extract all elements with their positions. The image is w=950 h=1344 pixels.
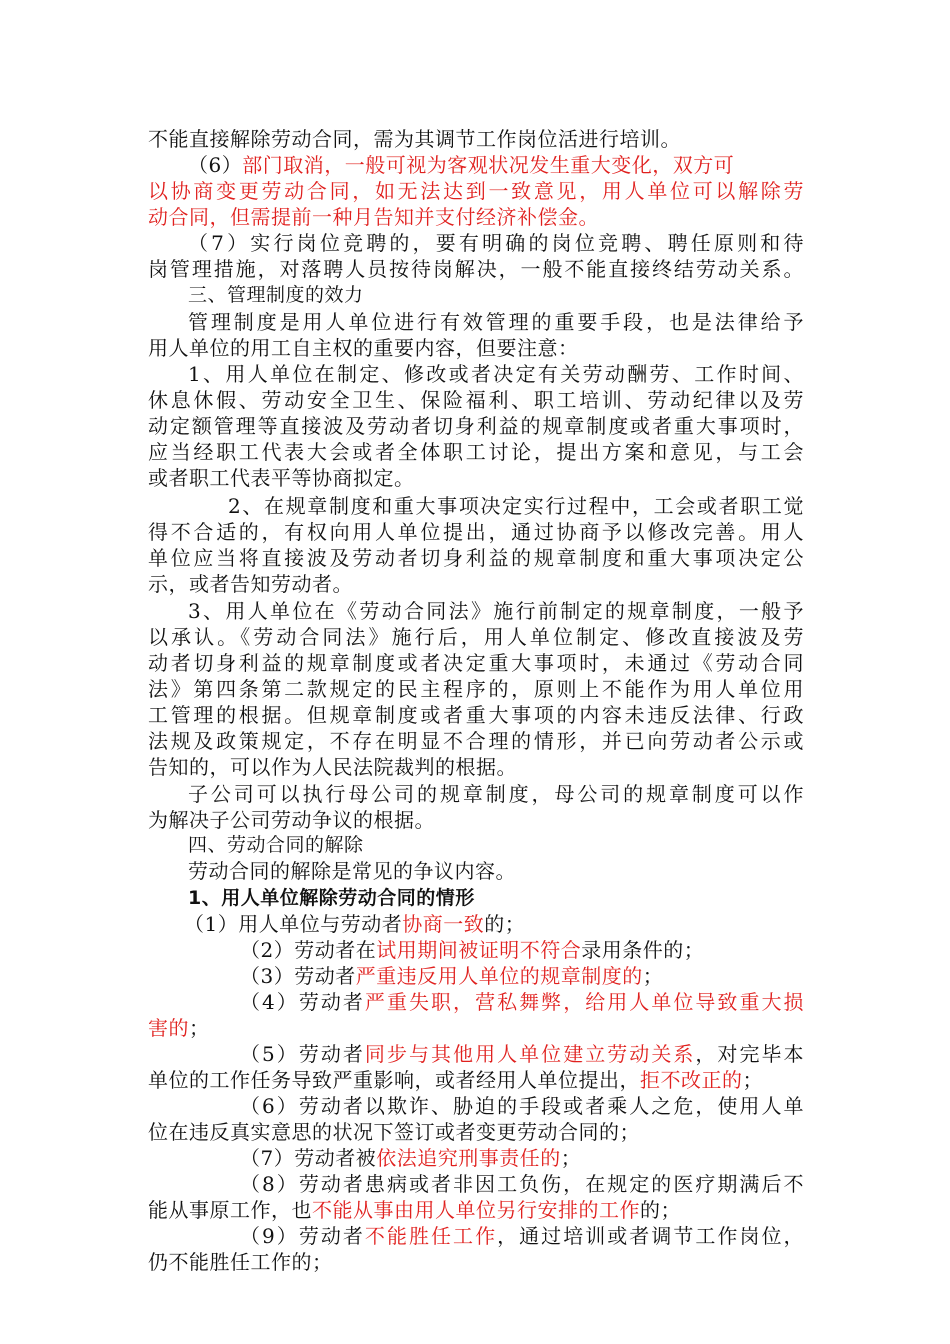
text-line [148, 807, 435, 833]
text-line [148, 624, 804, 650]
text-segment: 用人单位的用工自主权的重要内容，但要注意： [148, 336, 579, 360]
text-segment: 1、用人单位在制定、修改或者决定有关劳动酬劳、工作时间、 [188, 362, 804, 386]
text-line [148, 754, 517, 780]
text-segment: （9）劳动者 [240, 1224, 365, 1248]
text-segment: ； [742, 1068, 763, 1092]
text-segment: 劳动合同的解除是常见的争议内容。 [188, 859, 516, 883]
text-segment: 或者职工代表平等协商拟定。 [148, 466, 415, 490]
text-line [148, 1015, 210, 1041]
text-segment: （2）劳动者在 [240, 938, 377, 962]
text-line [148, 519, 804, 545]
text-segment: 三、管理制度的效力 [188, 284, 364, 306]
text-segment: ，对完毕本 [695, 1042, 805, 1066]
text-line [240, 937, 704, 963]
text-segment: 动者切身利益的规章制度或者决定重大事项时，未通过《劳动合同 [148, 651, 804, 675]
text-segment: （7）劳动者被 [240, 1146, 377, 1170]
text-line [148, 1249, 333, 1275]
text-line [188, 152, 734, 178]
text-line [148, 1067, 763, 1093]
text-line [188, 230, 804, 256]
text-line [188, 361, 804, 387]
text-line [240, 1223, 804, 1249]
text-segment: 四、劳动合同的解除 [188, 834, 364, 856]
text-line [148, 650, 804, 676]
text-line [148, 335, 579, 361]
text-line [148, 702, 804, 728]
text-segment: 为解决子公司劳动争议的根据。 [148, 808, 435, 832]
text-segment: 单位应当将直接波及劳动者切身利益的规章制度和重大事项决定公 [148, 546, 804, 570]
text-line [148, 126, 681, 152]
text-segment: 工管理的根据。但规章制度或者重大事项的内容未违反法律、行政 [148, 703, 804, 727]
text-line [188, 598, 804, 624]
text-segment: （5）劳动者 [240, 1042, 365, 1066]
text-line [184, 911, 525, 937]
highlighted-text: 不能胜任工作 [364, 1224, 498, 1248]
text-line [148, 387, 804, 413]
text-line [148, 413, 804, 439]
text-line [188, 781, 804, 807]
highlighted-text: 拒不改正的 [640, 1068, 743, 1092]
text-line [148, 178, 804, 204]
highlighted-text: 害的 [148, 1016, 189, 1040]
text-line [240, 1041, 804, 1067]
text-segment: ； [189, 1016, 210, 1040]
text-segment: 应当经职工代表大会或者全体职工讨论，提出方案和意见，与工会 [148, 440, 804, 464]
text-line [148, 1119, 640, 1145]
highlighted-text: 动合同，但需提前一种月告知并支付经济补偿金。 [148, 205, 599, 229]
text-line [148, 439, 804, 465]
text-segment: 法》第四条第二款规定的民主程序的，原则上不能作为用人单位用 [148, 677, 804, 701]
text-line [240, 1145, 581, 1171]
text-segment: 休息休假、劳动安全卫生、保险福利、职工培训、劳动纪律以及劳 [148, 388, 804, 412]
text-segment: 子公司可以执行母公司的规章制度，母公司的规章制度可以作 [188, 782, 804, 806]
text-segment: （7）实行岗位竞聘的，要有明确的岗位竞聘、聘任原则和待 [188, 231, 804, 255]
text-segment: 单位的工作任务导致严重影响，或者经用人单位提出， [148, 1068, 640, 1092]
highlighted-text: 严重违反用人单位的规章制度的 [355, 964, 643, 988]
highlighted-text: 依法追究刑事责任的 [376, 1146, 561, 1170]
text-segment: 岗管理措施，对落聘人员按待岗解决，一般不能直接终结劳动关系。 [148, 257, 804, 281]
text-segment: 录用条件的； [581, 938, 705, 962]
text-segment: （8）劳动者患病或者非因工负伤，在规定的医疗期满后不 [240, 1172, 804, 1196]
text-segment: 1、用人单位解除劳动合同的情形 [188, 887, 475, 909]
text-segment: ； [642, 964, 664, 988]
text-line [228, 493, 804, 519]
text-segment: 2、在规章制度和重大事项决定实行过程中，工会或者职工觉 [228, 494, 804, 518]
text-segment: 3、用人单位在《劳动合同法》施行前制定的规章制度，一般予 [188, 599, 804, 623]
text-line [240, 1171, 804, 1197]
highlighted-text: 部门取消，一般可视为客观状况发生重大变化，双方可 [242, 153, 735, 177]
highlighted-text: 试用期间被证明不符合 [376, 938, 582, 962]
text-segment: 管理制度是用人单位进行有效管理的重要手段，也是法律给予 [188, 310, 804, 334]
text-segment: （4）劳动者 [240, 990, 365, 1014]
text-segment: ； [560, 1146, 582, 1170]
text-line [188, 309, 804, 335]
text-line [240, 989, 804, 1015]
text-segment: 的； [640, 1198, 681, 1222]
text-line [240, 1093, 804, 1119]
text-line [188, 832, 364, 858]
highlighted-text: 不能从事由用人单位另行安排的工作 [312, 1198, 640, 1222]
highlighted-text: 协商一致 [402, 912, 485, 936]
text-segment: 得不合适的，有权向用人单位提出，通过协商予以修改完善。用人 [148, 520, 804, 544]
text-segment: 以承认。《劳动合同法》施行后，用人单位制定、修改直接波及劳 [148, 625, 804, 649]
text-line [240, 963, 663, 989]
text-segment: 告知的，可以作为人民法院裁判的根据。 [148, 755, 517, 779]
text-line [188, 858, 516, 884]
text-line [188, 282, 364, 308]
text-line [148, 204, 599, 230]
highlighted-text: 严重失职，营私舞弊，给用人单位导致重大损 [364, 990, 805, 1014]
text-line [148, 571, 353, 597]
text-segment: 能从事原工作，也 [148, 1198, 312, 1222]
text-segment: （6） [188, 153, 243, 177]
text-segment: 仍不能胜任工作的； [148, 1250, 333, 1274]
text-segment: 示，或者告知劳动者。 [148, 572, 353, 596]
text-segment: （3）劳动者 [240, 964, 356, 988]
text-segment: 不能直接解除劳动合同，需为其调节工作岗位活进行培训。 [148, 127, 681, 151]
highlighted-text: 同步与其他用人单位建立劳动关系 [364, 1042, 696, 1066]
text-line [148, 728, 804, 754]
text-line [148, 465, 415, 491]
text-segment: 的； [484, 912, 526, 936]
highlighted-text: 以协商变更劳动合同，如无法达到一致意见，用人单位可以解除劳 [148, 179, 804, 203]
text-line [148, 256, 804, 282]
text-line [148, 676, 804, 702]
text-segment: ，通过培训或者调节工作岗位， [497, 1224, 805, 1248]
text-line [148, 1197, 681, 1223]
text-segment: 动定额管理等直接波及劳动者切身利益的规章制度或者重大事项时， [148, 414, 804, 438]
text-line [188, 885, 475, 911]
text-segment: 法规及政策规定，不存在明显不合理的情形，并已向劳动者公示或 [148, 729, 804, 753]
text-segment: （6）劳动者以欺诈、胁迫的手段或者乘人之危，使用人单 [240, 1094, 804, 1118]
text-line [148, 545, 804, 571]
text-segment: 位在违反真实意思的状况下签订或者变更劳动合同的； [148, 1120, 640, 1144]
text-segment: （1）用人单位与劳动者 [184, 912, 403, 936]
